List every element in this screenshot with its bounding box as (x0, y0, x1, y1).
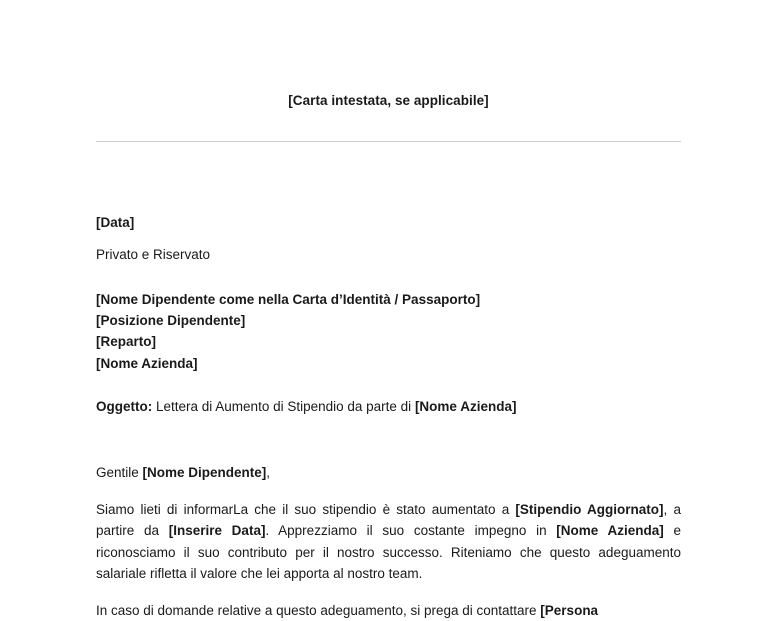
para1-salary-placeholder: [Stipendio Aggiornato] (515, 501, 664, 517)
body-paragraph-1 (96, 499, 681, 585)
para1-segment-3: , a partire da (96, 501, 681, 539)
recipient-company: [Nome Azienda] (96, 355, 198, 371)
body-paragraph-2 (96, 600, 681, 621)
para1-segment-1: Siamo lieti di informarLa che il suo stipendio è stato aumentato a (96, 501, 516, 517)
document-content-column (96, 0, 681, 621)
subject-line (96, 397, 681, 416)
subject-company-placeholder: [Nome Azienda] (414, 398, 517, 414)
recipient-name: [Nome Dipendente come nella Carta d’Identità / Passaporto] (96, 292, 481, 307)
date-placeholder: [Data] (96, 215, 135, 230)
recipient-address-block (96, 289, 681, 374)
header-divider (96, 141, 681, 142)
salutation-greeting: Gentile (96, 464, 143, 480)
para1-company-placeholder: [Nome Azienda] (556, 523, 664, 539)
salutation-comma: , (266, 464, 271, 480)
letterhead-placeholder: [Carta intestata, se applicabile] (288, 93, 489, 108)
para1-segment-7: e riconosciamo il suo contributo per il nostro successo. Riteniamo che questo adeguamento salariale rifletta il valore che lei apporta al nostro team. (96, 523, 681, 582)
subject-label: Oggetto: (96, 398, 153, 414)
para2-contact-placeholder: [Persona (540, 602, 599, 618)
salutation-name-placeholder: [Nome Dipendente] (142, 464, 267, 480)
recipient-department: [Reparto] (96, 334, 156, 350)
recipient-position: [Posizione Dipendente] (96, 313, 246, 329)
para1-date-placeholder: [Inserire Data] (168, 523, 266, 539)
para1-segment-5: . Apprezziamo il suo costante impegno in (265, 523, 557, 539)
para2-segment-1: In caso di domande relative a questo adeguamento, si prega di contattare (96, 602, 541, 618)
salutation-line (96, 463, 681, 482)
subject-text: Lettera di Aumento di Stipendio da parte di (152, 398, 415, 414)
confidentiality-notice: Privato e Riservato (96, 247, 211, 262)
